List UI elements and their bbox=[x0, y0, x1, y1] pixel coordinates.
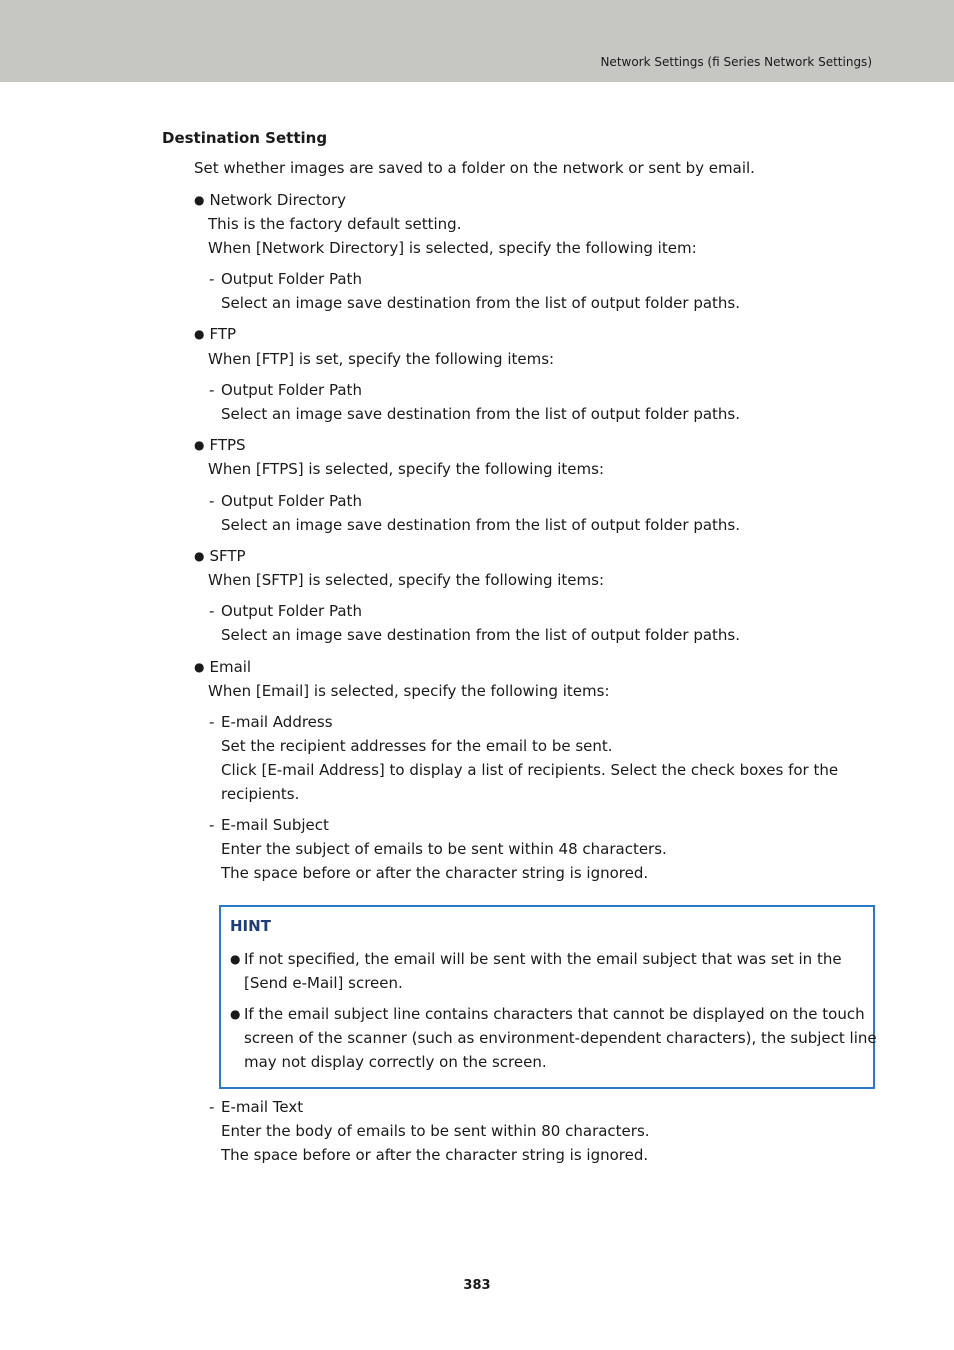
bullet-icon: ● bbox=[194, 660, 205, 674]
option-line: When [FTPS] is selected, specify the following items: bbox=[208, 460, 604, 478]
option-sftp bbox=[194, 546, 246, 567]
hint-line: If the email subject line contains characters that cannot be displayed on the touch bbox=[244, 1005, 865, 1023]
page-number: 383 bbox=[463, 1278, 491, 1293]
bullet-icon: ● bbox=[194, 549, 205, 563]
option-name: FTPS bbox=[209, 436, 246, 454]
section-intro: Set whether images are saved to a folder on the network or sent by email. bbox=[194, 159, 755, 177]
option-name: Email bbox=[209, 658, 252, 676]
item-name: Output Folder Path bbox=[221, 602, 362, 620]
bullet-icon: ● bbox=[194, 438, 205, 452]
option-name: FTP bbox=[209, 325, 237, 343]
dash-icon: - bbox=[209, 381, 215, 399]
hint-line: If not specified, the email will be sent with the email subject that was set in the bbox=[244, 950, 842, 968]
option-line: When [FTP] is set, specify the following items: bbox=[208, 350, 555, 368]
option-line: This is the factory default setting. bbox=[208, 215, 462, 233]
item-line: Set the recipient addresses for the email to be sent. bbox=[221, 737, 613, 755]
item-name: E-mail Subject bbox=[221, 816, 329, 834]
hint-title: HINT bbox=[230, 917, 271, 935]
dash-icon: - bbox=[209, 816, 215, 834]
option-ftps bbox=[194, 435, 246, 456]
dash-icon: - bbox=[209, 492, 215, 510]
hint-bullet-icon: ● bbox=[230, 952, 241, 966]
bullet-icon: ● bbox=[194, 193, 205, 207]
item-line: Select an image save destination from the list of output folder paths. bbox=[221, 626, 741, 644]
hint-line: may not display correctly on the screen. bbox=[244, 1053, 547, 1071]
item-line: Select an image save destination from the list of output folder paths. bbox=[221, 294, 741, 312]
option-name: SFTP bbox=[209, 547, 246, 565]
option-ftp bbox=[194, 324, 236, 345]
header-bar bbox=[0, 0, 954, 82]
option-line: When [Email] is selected, specify the following items: bbox=[208, 682, 610, 700]
dash-icon: - bbox=[209, 602, 215, 620]
item-line: Select an image save destination from the list of output folder paths. bbox=[221, 405, 741, 423]
dash-icon: - bbox=[209, 270, 215, 288]
item-name: E-mail Text bbox=[221, 1098, 304, 1116]
hint-line: [Send e-Mail] screen. bbox=[244, 974, 403, 992]
item-line: recipients. bbox=[221, 785, 300, 803]
item-line: Click [E-mail Address] to display a list of recipients. Select the check boxes for the bbox=[221, 761, 839, 779]
option-name: Network Directory bbox=[209, 191, 347, 209]
hint-line: screen of the scanner (such as environment-dependent characters), the subject line bbox=[244, 1029, 877, 1047]
item-line: Enter the subject of emails to be sent within 48 characters. bbox=[221, 840, 667, 858]
section-title: Destination Setting bbox=[162, 129, 328, 147]
bullet-icon: ● bbox=[194, 327, 205, 341]
item-name: Output Folder Path bbox=[221, 381, 362, 399]
option-line: When [SFTP] is selected, specify the following items: bbox=[208, 571, 604, 589]
item-line: Enter the body of emails to be sent within 80 characters. bbox=[221, 1122, 650, 1140]
item-name: Output Folder Path bbox=[221, 492, 362, 510]
item-line: The space before or after the character string is ignored. bbox=[221, 864, 649, 882]
item-line: Select an image save destination from the list of output folder paths. bbox=[221, 516, 741, 534]
header-title: Network Settings (fi Series Network Settings) bbox=[600, 55, 872, 69]
item-name: E-mail Address bbox=[221, 713, 333, 731]
option-email bbox=[194, 657, 251, 678]
option-network-directory bbox=[194, 190, 346, 211]
item-name: Output Folder Path bbox=[221, 270, 362, 288]
option-line: When [Network Directory] is selected, specify the following item: bbox=[208, 239, 697, 257]
dash-icon: - bbox=[209, 1098, 215, 1116]
hint-bullet-icon: ● bbox=[230, 1007, 241, 1021]
item-line: The space before or after the character string is ignored. bbox=[221, 1146, 649, 1164]
dash-icon: - bbox=[209, 713, 215, 731]
